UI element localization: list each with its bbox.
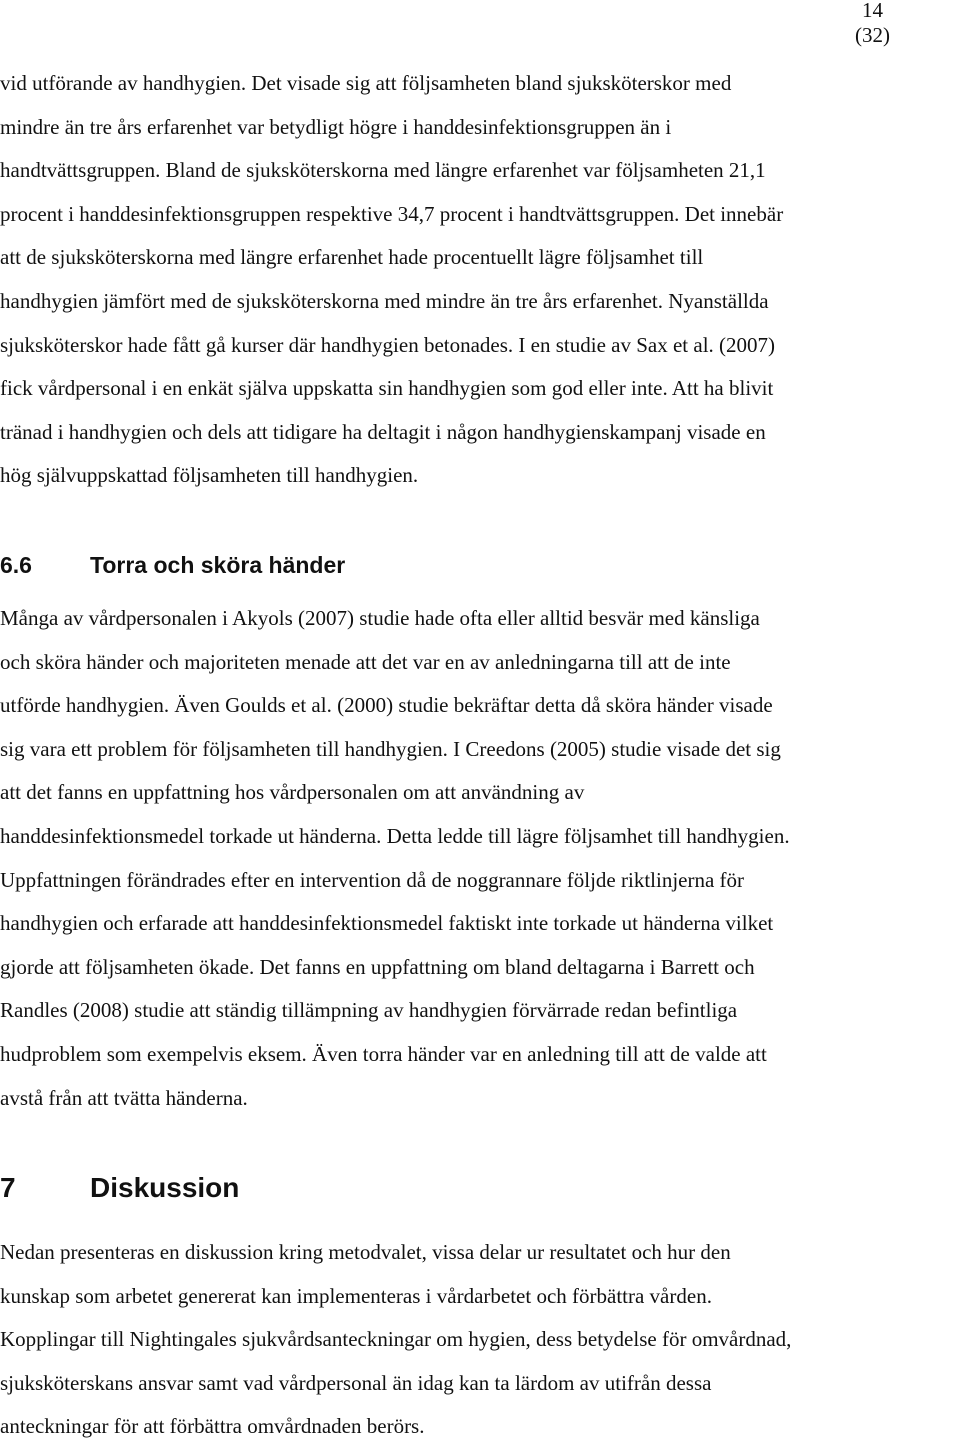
paragraph-line: fick vårdpersonal i en enkät själva uppskatta sin handhygien som god eller inte. Att ha blivit — [0, 376, 774, 401]
paragraph-line: Nedan presenteras en diskussion kring metodvalet, vissa delar ur resultatet och hur den — [0, 1240, 731, 1264]
section-title: Diskussion — [90, 1172, 240, 1203]
paragraph-line: handtvättsgruppen. Bland de sjuksköterskorna med längre erfarenhet var följsamheten 21,1 — [0, 158, 766, 183]
paragraph-line: hudproblem som exempelvis eksem. Även torra händer var en anledning till att de valde att — [0, 1041, 767, 1066]
section-number: 6.6 — [0, 552, 32, 578]
page-number-total: (32) — [855, 23, 890, 47]
paragraph-line: gjorde att följsamheten ökade. Det fanns en uppfattning om bland deltagarna i Barrett och — [0, 954, 755, 979]
paragraph-line: avstå från att tvätta händerna. — [0, 1085, 248, 1110]
section-number: 7 — [0, 1172, 16, 1203]
paragraph-line: Kopplingar till Nightingales sjukvårdsanteckningar om hygien, dess betydelse för omvårdnad, — [0, 1327, 792, 1352]
paragraph-line: procent i handdesinfektionsgruppen respektive 34,7 procent i handtvättsgruppen. Det innebär — [0, 201, 784, 226]
section-6-6-paragraph — [0, 597, 960, 1120]
paragraph-line: tränad i handhygien och dels att tidigare ha deltagit i någon handhygienskampanj visade en — [0, 419, 766, 444]
section-title: Torra och sköra händer — [90, 552, 346, 578]
page-number — [855, 0, 890, 48]
paragraph-line: Randles (2008) studie att ständig tillämpning av handhygien förvärrade redan befintliga — [0, 998, 738, 1023]
section-heading-7 — [0, 1172, 239, 1204]
paragraph-line: att de sjuksköterskorna med längre erfarenhet hade procentuellt lägre följsamhet till — [0, 245, 704, 270]
paragraph-line: sig vara ett problem för följsamheten till handhygien. I Creedons (2005) studie visade det sig — [0, 736, 781, 761]
paragraph-line: att det fanns en uppfattning hos vårdpersonalen om att användning av — [0, 780, 585, 805]
paragraph-line: sjuksköterskans ansvar samt vad vårdpersonal än idag kan ta lärdom av utifrån dessa — [0, 1370, 712, 1395]
paragraph-line: utförde handhygien. Även Goulds et al. (2000) studie bekräftar detta då sköra händer visade — [0, 693, 773, 718]
page-number-current: 14 — [862, 0, 883, 22]
section-7-paragraph — [0, 1231, 960, 1449]
paragraph-line: kunskap som arbetet genererat kan implementeras i vårdarbetet och förbättra vården. — [0, 1283, 712, 1308]
paragraph-line: sjuksköterskor hade fått gå kurser där handhygien betonades. I en studie av Sax et al. (2007) — [0, 332, 776, 357]
paragraph-line: handdesinfektionsmedel torkade ut händerna. Detta ledde till lägre följsamhet till handhygien. — [0, 823, 790, 848]
paragraph-line: Många av vårdpersonalen i Akyols (2007) studie hade ofta eller alltid besvär med känsliga — [0, 606, 760, 630]
paragraph-line: hög självuppskattad följsamheten till handhygien. — [0, 463, 419, 488]
intro-paragraph — [0, 62, 960, 498]
paragraph-line: handhygien och erfarade att handdesinfektionsmedel faktiskt inte torkade ut händerna vilket — [0, 911, 774, 936]
paragraph-line: mindre än tre års erfarenhet var betydligt högre i handdesinfektionsgruppen än i — [0, 114, 672, 139]
paragraph-line: handhygien jämfört med de sjuksköterskorna med mindre än tre års erfarenhet. Nyanställda — [0, 288, 769, 313]
paragraph-line: vid utförande av handhygien. Det visade sig att följsamheten bland sjuksköterskor med — [0, 71, 732, 95]
section-heading-6-6 — [0, 552, 345, 579]
paragraph-line: anteckningar för att förbättra omvårdnaden berörs. — [0, 1414, 425, 1439]
paragraph-line: Uppfattningen förändrades efter en intervention då de noggrannare följde riktlinjerna för — [0, 867, 745, 892]
paragraph-line: och sköra händer och majoriteten menade att det var en av anledningarna till att de inte — [0, 649, 731, 674]
